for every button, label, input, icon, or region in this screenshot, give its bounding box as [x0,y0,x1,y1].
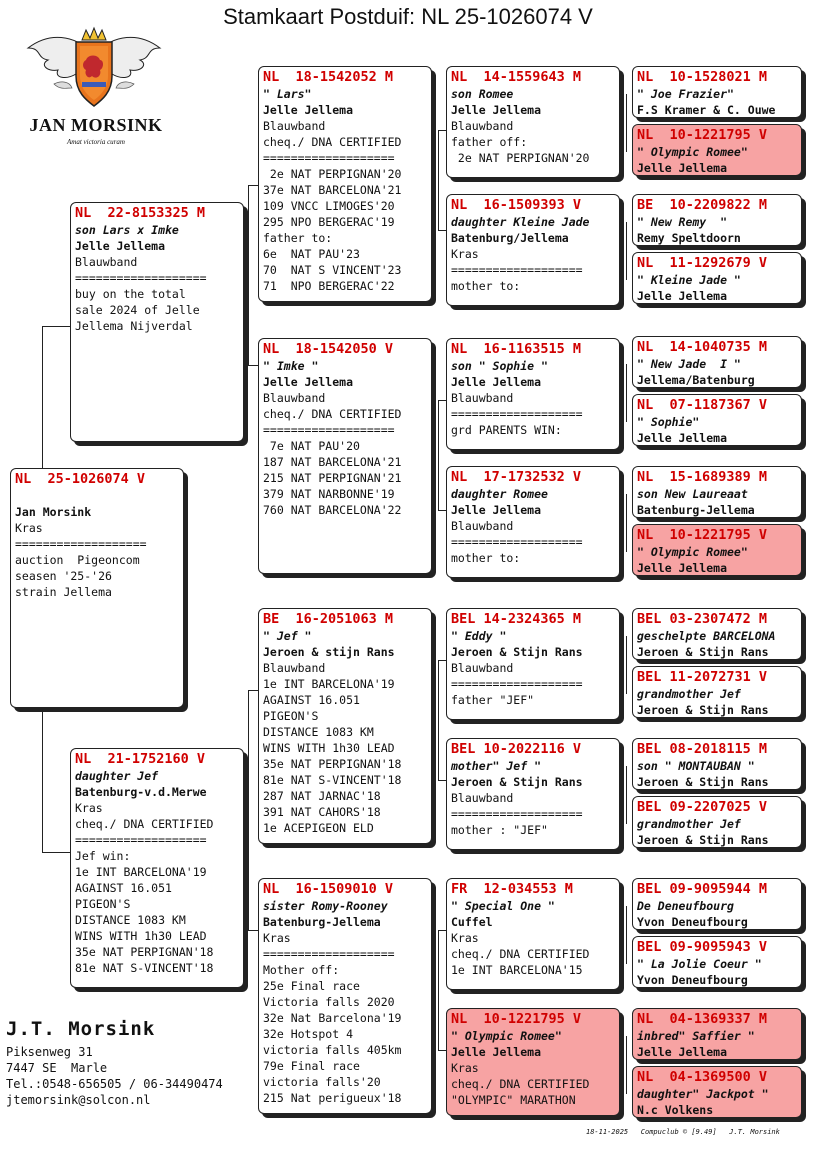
pedigree-note-line: Kras [75,801,103,815]
pedigree-note-line: Mother off: [263,963,340,977]
pedigree-note-line: mother to: [451,279,521,293]
pigeon-name: inbred" Saffier " [637,1029,755,1043]
pedigree-note-line: cheq./ DNA CERTIFIED [263,135,402,149]
pedigree-note-line: sale 2024 of Jelle [75,303,200,317]
pigeon-name [15,488,179,504]
owner-phone: Tel.:0548-656505 / 06-34490474 [6,1077,223,1091]
ring-number: NL 17-1732532 V [451,469,582,485]
pedigree-note-line: =================== [451,677,583,691]
pigeon-name: " Special One " [451,899,555,913]
pigeon-card-mmm[interactable] [446,1008,620,1116]
pigeon-card-mmf[interactable] [446,878,620,990]
pedigree-notes [451,390,615,438]
pigeon-name: " La Jolie Coeur " [637,957,762,971]
connector-line [438,130,439,230]
breeder-name: N.c Volkens [637,1103,714,1117]
pedigree-note-line: PIGEON'S [263,709,319,723]
pigeon-name: son " MONTAUBAN " [637,759,755,773]
pedigree-note-line: 71 NPO BERGERAC'22 [263,279,395,293]
pigeon-name: " Imke " [263,359,319,373]
pigeon-name: son " Sophie " [451,359,548,373]
pigeon-card-g8[interactable] [632,524,802,576]
pedigree-note-line: 391 NAT CAHORS'18 [263,805,381,819]
connector-line [438,230,446,231]
breeder-name: Jeroen & Stijn Rans [451,645,583,659]
pedigree-note-line: Blauwband [263,119,326,133]
ring-number: NL 18-1542052 M [263,69,394,85]
pedigree-note-line: 1e ACEPIGEON ELD [263,821,374,835]
pedigree-note-line: WINS WITH 1h30 LEAD [263,741,395,755]
connector-line [626,1036,627,1094]
pedigree-note-line: =================== [75,833,207,847]
ring-number: BEL 09-9095944 M [637,881,768,897]
ring-number: NL 04-1369500 V [637,1069,768,1085]
breeder-name: Jeroen & Stijn Rans [637,645,769,659]
ring-number: NL 16-1509010 V [263,881,394,897]
ring-number: NL 14-1040735 M [637,339,768,355]
pedigree-note-line: cheq./ DNA CERTIFIED [263,407,402,421]
connector-line [248,690,249,930]
ring-number: BEL 03-2307472 M [637,611,768,627]
breeder-name: Batenburg-Jellema [637,503,755,517]
pedigree-note-line: Kras [263,931,291,945]
pigeon-card-g5[interactable] [632,336,802,388]
connector-line [626,636,627,694]
pedigree-note-line: DISTANCE 1083 KM [75,913,186,927]
ring-number: NL 11-1292679 V [637,255,768,271]
pedigree-note-line: auction Pigeoncom [15,553,140,567]
breeder-name: Jelle Jellema [637,289,728,303]
pedigree-note-line: Kras [451,247,479,261]
pedigree-note-line: 1e INT BARCELONA'15 [451,963,583,977]
pedigree-notes [451,930,615,978]
pigeon-name: geschelpte BARCELONA [637,629,776,643]
pigeon-card-fm[interactable] [258,338,432,574]
connector-line [626,494,627,552]
ring-number: NL 10-1221795 V [637,527,768,543]
pedigree-note-line: 1e INT BARCELONA'19 [263,677,395,691]
pigeon-card-g2[interactable] [632,124,802,176]
connector-line [438,930,446,931]
ring-number: NL 07-1187367 V [637,397,768,413]
ring-number: BEL 09-2207025 V [637,799,768,815]
pigeon-name: sister Romy-Rooney [263,899,388,913]
pigeon-card-g12[interactable] [632,796,802,848]
pedigree-note-line: =================== [263,151,395,165]
pigeon-card-g4[interactable] [632,252,802,304]
pigeon-card-g9[interactable] [632,608,802,660]
connector-line [438,400,446,401]
connector-line [438,400,439,510]
connector-line [42,708,43,852]
pedigree-note-line: cheq./ DNA CERTIFIED [451,947,590,961]
breeder-name: Jelle Jellema [451,375,542,389]
pigeon-name: " Joe Frazier" [637,87,734,101]
pedigree-note-line: 215 NAT PERPIGNAN'21 [263,471,402,485]
pigeon-name: daughter Romee [451,487,548,501]
breeder-name: Jelle Jellema [637,1045,728,1059]
pigeon-card-father[interactable] [70,202,244,442]
ring-number: NL 04-1369337 M [637,1011,768,1027]
pedigree-notes [15,520,179,600]
ring-number: BEL 09-9095943 V [637,939,768,955]
breeder-name: Yvon Deneufbourg [637,973,748,987]
breeder-name: F.S Kramer & C. Ouwe [637,103,776,117]
pedigree-note-line: PIGEON'S [75,897,131,911]
pigeon-name: " Olympic Romee" [637,145,748,159]
breeder-name: Jelle Jellema [451,1045,542,1059]
ring-number: NL 16-1509393 V [451,197,582,213]
pedigree-note-line: 2e NAT PERPIGNAN'20 [451,151,590,165]
pedigree-notes [75,800,239,976]
pigeon-name: De Deneufbourg [637,899,734,913]
ring-number: NL 10-1528021 M [637,69,768,85]
pedigree-note-line: =================== [75,271,207,285]
breeder-name: Jelle Jellema [451,503,542,517]
connector-line [438,660,446,661]
pedigree-note-line: 287 NAT JARNAC'18 [263,789,381,803]
pedigree-note-line: 32e Nat Barcelona'19 [263,1011,402,1025]
pedigree-note-line: 32e Hotspot 4 [263,1027,354,1041]
pedigree-note-line: grd PARENTS WIN: [451,423,562,437]
pedigree-note-line: buy on the total [75,287,186,301]
ring-number: NL 18-1542050 V [263,341,394,357]
connector-line [626,766,627,824]
pedigree-note-line: Victoria falls 2020 [263,995,395,1009]
pedigree-note-line: "OLYMPIC" MARATHON [451,1093,576,1107]
pedigree-note-line: cheq./ DNA CERTIFIED [75,817,214,831]
pedigree-note-line: =================== [451,263,583,277]
pigeon-card-g16[interactable] [632,1066,802,1118]
pedigree-note-line: 81e NAT S-VINCENT'18 [263,773,402,787]
pedigree-note-line: Blauwband [451,391,514,405]
ring-number: BEL 14-2324365 M [451,611,582,627]
pigeon-card-fmf[interactable] [446,338,620,450]
connector-line [438,1050,446,1051]
pedigree-note-line: =================== [263,947,395,961]
pigeon-name: daughter Jef [75,769,159,783]
breeder-name: Jelle Jellema [263,375,354,389]
pedigree-note-line: =================== [451,407,583,421]
connector-line [248,930,258,931]
pigeon-card-g6[interactable] [632,394,802,446]
pigeon-card-mff[interactable] [446,608,620,720]
pedigree-note-line: =================== [263,423,395,437]
logo-name: JAN MORSINK [29,115,163,135]
owner-name: J.T. Morsink [6,1018,156,1040]
pedigree-note-line: seasen '25-'26 [15,569,112,583]
breeder-name: Remy Speltdoorn [637,231,741,245]
pigeon-name: " Lars" [263,87,312,101]
breeder-name: Jeroen & stijn Rans [263,645,395,659]
pedigree-note-line: mother to: [451,551,521,565]
pedigree-notes [451,660,615,708]
pigeon-name: son New Laureaat [637,487,748,501]
pigeon-name: " Eddy " [451,629,507,643]
pedigree-notes [263,930,427,1106]
pedigree-notes [263,390,427,518]
pedigree-note-line: Blauwband [451,119,514,133]
pedigree-note-line: AGAINST 16.051 [75,881,172,895]
pedigree-note-line: DISTANCE 1083 KM [263,725,374,739]
pedigree-note-line: cheq./ DNA CERTIFIED [451,1077,590,1091]
pedigree-notes [451,518,615,566]
pedigree-note-line: Kras [15,521,43,535]
connector-line [438,660,439,780]
pedigree-note-line: father to: [263,231,333,245]
ring-number: BEL 10-2022116 V [451,741,582,757]
pedigree-note-line: 109 VNCC LIMOGES'20 [263,199,395,213]
pigeon-card-mother[interactable] [70,748,244,988]
pedigree-note-line: Blauwband [75,255,138,269]
logo-motto: Amat victoria curam [67,138,125,146]
pigeon-card-subject[interactable] [10,468,184,708]
connector-line [248,185,249,365]
pigeon-name: grandmother Jef [637,817,741,831]
pigeon-card-ff[interactable] [258,66,432,302]
pedigree-note-line: 7e NAT PAU'20 [263,439,360,453]
page-title: Stamkaart Postduif: NL 25-1026074 V [223,4,593,29]
pigeon-name: " New Jade I " [637,357,741,371]
ring-number: BE 10-2209822 M [637,197,768,213]
pedigree-note-line: Blauwband [451,791,514,805]
pigeon-card-g10[interactable] [632,666,802,718]
breeder-name: Jelle Jellema [75,239,166,253]
pigeon-card-ffm[interactable] [446,194,620,306]
pigeon-card-fff[interactable] [446,66,620,178]
pedigree-note-line: father "JEF" [451,693,535,707]
print-footer: 18-11-2025 Compuclub © [9.49] J.T. Morsink [586,1128,780,1136]
pigeon-card-mf[interactable] [258,608,432,844]
breeder-name: Jeroen & Stijn Rans [637,775,769,789]
connector-line [248,185,258,186]
owner-address-street: Piksenweg 31 [6,1045,93,1059]
pedigree-note-line: victoria falls'20 [263,1075,381,1089]
connector-line [438,930,439,1050]
breeder-name: Jellema/Batenburg [637,373,755,387]
breeder-name: Jelle Jellema [263,103,354,117]
pedigree-note-line: victoria falls 405km [263,1043,402,1057]
pedigree-note-line: 79e Final race [263,1059,360,1073]
pedigree-note-line: 35e NAT PERPIGNAN'18 [263,757,402,771]
pigeon-name: mother" Jef " [451,759,542,773]
pedigree-note-line: Blauwband [263,661,326,675]
pedigree-note-line: 35e NAT PERPIGNAN'18 [75,945,214,959]
breeder-name: Jeroen & Stijn Rans [451,775,583,789]
breeder-name: Jan Morsink [15,505,92,519]
pigeon-name: " Kleine Jade " [637,273,741,287]
breeder-name: Jeroen & Stijn Rans [637,833,769,847]
pedigree-note-line: 1e INT BARCELONA'19 [75,865,207,879]
ring-number: NL 10-1221795 V [637,127,768,143]
pedigree-note-line: Jef win: [75,849,131,863]
pigeon-card-mfm[interactable] [446,738,620,850]
pedigree-note-line: 295 NPO BERGERAC'19 [263,215,395,229]
pigeon-name: " Jef " [263,629,312,643]
pedigree-note-line: WINS WITH 1h30 LEAD [75,929,207,943]
pedigree-note-line: Blauwband [451,661,514,675]
pedigree-notes [451,118,615,166]
ring-number: NL 15-1689389 M [637,469,768,485]
pigeon-card-g15[interactable] [632,1008,802,1060]
pedigree-note-line: Jellema Nijverdal [75,319,193,333]
breeder-name: Yvon Deneufbourg [637,915,748,929]
connector-line [626,94,627,152]
pedigree-note-line: AGAINST 16.051 [263,693,360,707]
pedigree-notes [451,246,615,294]
pedigree-note-line: 25e Final race [263,979,360,993]
ring-number: BEL 11-2072731 V [637,669,768,685]
connector-line [42,852,70,853]
ring-number: NL 16-1163515 M [451,341,582,357]
ring-number: NL 25-1026074 V [15,471,146,487]
pigeon-card-fmm[interactable] [446,466,620,578]
pedigree-notes [451,1060,615,1108]
pigeon-card-g3[interactable] [632,194,802,246]
pigeon-name: " New Remy " [637,215,728,229]
breeder-name: Jelle Jellema [637,431,728,445]
pedigree-note-line: 37e NAT BARCELONA'21 [263,183,402,197]
pigeon-card-g13[interactable] [632,878,802,930]
breeder-name: Jeroen & Stijn Rans [637,703,769,717]
pedigree-note-line: Blauwband [451,519,514,533]
pedigree-note-line: 6e NAT PAU'23 [263,247,360,261]
pedigree-note-line: 187 NAT BARCELONA'21 [263,455,402,469]
ring-number: NL 10-1221795 V [451,1011,582,1027]
pedigree-note-line: Kras [451,1061,479,1075]
pigeon-card-g1[interactable] [632,66,802,118]
pigeon-card-g14[interactable] [632,936,802,988]
pedigree-notes [451,790,615,838]
pedigree-note-line: 70 NAT S VINCENT'23 [263,263,402,277]
breeder-name: Cuffel [451,915,493,929]
pedigree-note-line: =================== [15,537,147,551]
ring-number: FR 12-034553 M [451,881,573,897]
connector-line [438,130,446,131]
pigeon-name: son Romee [451,87,514,101]
pigeon-card-g7[interactable] [632,466,802,518]
connector-line [248,690,258,691]
pedigree-notes [263,660,427,836]
breeder-name: Jelle Jellema [637,561,728,575]
pedigree-note-line: 81e NAT S-VINCENT'18 [75,961,214,975]
pigeon-name: daughter Kleine Jade [451,215,590,229]
pigeon-name: " Olympic Romee" [637,545,748,559]
ring-number: NL 14-1559643 M [451,69,582,85]
pigeon-card-mm[interactable] [258,878,432,1114]
breeder-name: Batenburg-Jellema [263,915,381,929]
connector-line [438,510,446,511]
connector-line [438,780,446,781]
pedigree-note-line: mother : "JEF" [451,823,548,837]
pigeon-name: son Lars x Imke [75,223,179,237]
pedigree-note-line: father off: [451,135,528,149]
pedigree-note-line: 379 NAT NARBONNE'19 [263,487,395,501]
ring-number: NL 22-8153325 M [75,205,206,221]
pigeon-name: " Sophie" [637,415,700,429]
pedigree-note-line: 760 NAT BARCELONA'22 [263,503,402,517]
pigeon-name: daughter" Jackpot " [637,1087,769,1101]
breeder-name: Batenburg/Jellema [451,231,569,245]
connector-line [626,364,627,422]
pedigree-notes [263,118,427,294]
pedigree-note-line: =================== [451,807,583,821]
connector-line [42,326,70,327]
connector-line [626,222,627,280]
breeder-name: Jelle Jellema [451,103,542,117]
pedigree-note-line: Blauwband [263,391,326,405]
pedigree-note-line: 215 Nat perigueux'18 [263,1091,402,1105]
pigeon-name: grandmother Jef [637,687,741,701]
pigeon-card-g11[interactable] [632,738,802,790]
breeder-name: Jelle Jellema [637,161,728,175]
connector-line [248,365,258,366]
pedigree-note-line: =================== [451,535,583,549]
connector-line [42,326,43,468]
ring-number: BE 16-2051063 M [263,611,394,627]
connector-line [626,906,627,964]
ring-number: NL 21-1752160 V [75,751,206,767]
pedigree-note-line: strain Jellema [15,585,112,599]
ring-number: BEL 08-2018115 M [637,741,768,757]
owner-address-city: 7447 SE Marle [6,1061,108,1075]
pigeon-name: " Olympic Romee" [451,1029,562,1043]
pedigree-note-line: 2e NAT PERPIGNAN'20 [263,167,402,181]
pedigree-note-line: Kras [451,931,479,945]
breeder-name: Batenburg-v.d.Merwe [75,785,207,799]
pedigree-notes [75,254,239,334]
owner-email[interactable]: jtemorsink@solcon.nl [6,1093,151,1107]
